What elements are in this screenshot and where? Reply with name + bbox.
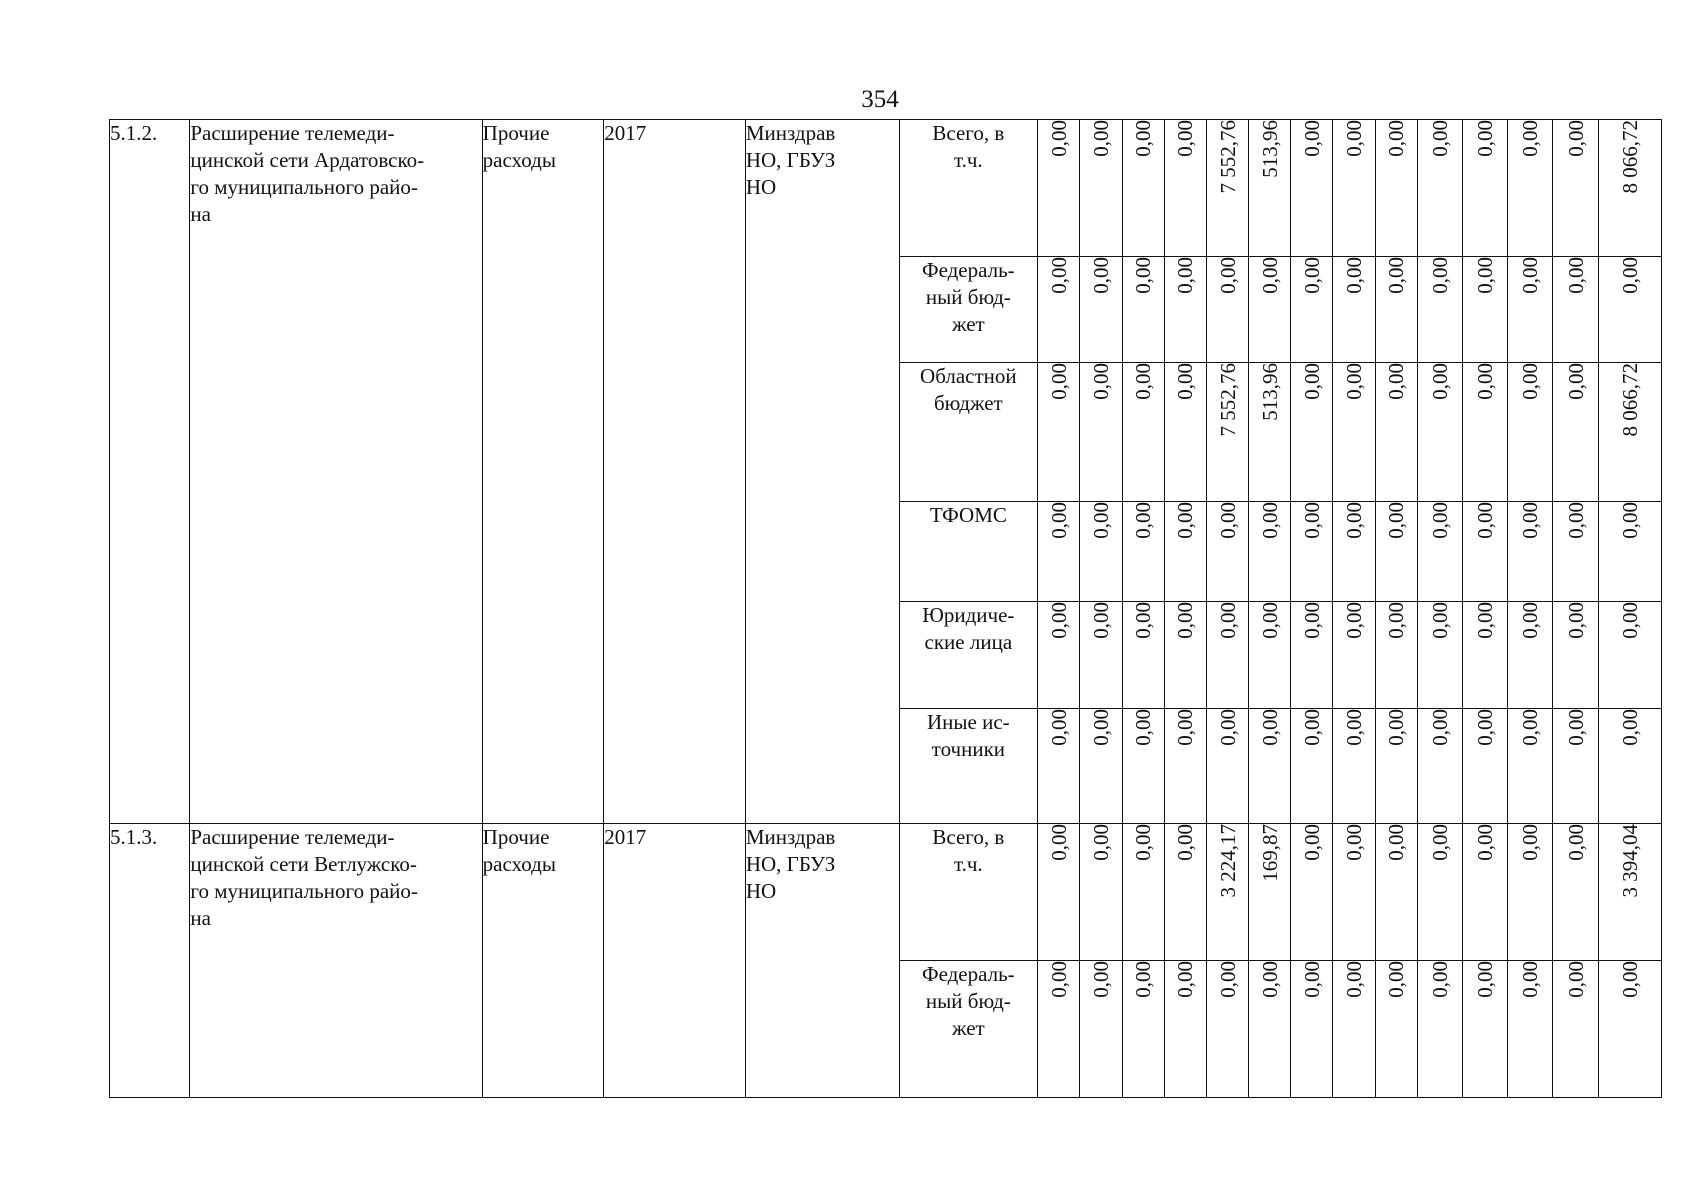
text-line: НО xyxy=(745,879,777,903)
value-cell xyxy=(1206,961,1248,1098)
value-cell xyxy=(1553,502,1598,602)
value-text: 0,00 xyxy=(1299,709,1324,746)
text-line: Расширение телемеди- xyxy=(190,121,395,145)
value-text: 0,00 xyxy=(1473,257,1498,294)
value-cell xyxy=(1463,363,1508,502)
value-text: 0,00 xyxy=(1088,363,1113,400)
value-text: 0,00 xyxy=(1173,824,1198,861)
value-cell xyxy=(1206,363,1248,502)
value-text: 0,00 xyxy=(1088,602,1113,639)
value-text: 0,00 xyxy=(1473,961,1498,998)
value-text: 0,00 xyxy=(1257,502,1282,539)
text-line: НО, ГБУЗ xyxy=(745,148,836,172)
value-text: 7 552,76 xyxy=(1215,363,1240,437)
value-cell xyxy=(1038,709,1080,824)
value-text: 0,00 xyxy=(1617,602,1642,639)
value-cell xyxy=(1206,257,1248,363)
value-cell xyxy=(1122,824,1164,961)
text-line: т.ч. xyxy=(954,852,983,876)
funding-source xyxy=(899,961,1038,1098)
value-cell xyxy=(1164,120,1206,257)
value-cell xyxy=(1333,709,1375,824)
value-text: 0,00 xyxy=(1088,120,1113,157)
value-text: 0,00 xyxy=(1427,961,1452,998)
funding-source xyxy=(899,824,1038,961)
value-cell xyxy=(1038,502,1080,602)
value-cell xyxy=(1206,602,1248,709)
value-cell xyxy=(1553,120,1598,257)
value-cell xyxy=(1333,363,1375,502)
text-line: Минздрав xyxy=(745,121,836,145)
value-text: 0,00 xyxy=(1215,257,1240,294)
text-line: Прочие xyxy=(482,121,550,145)
value-text: 0,00 xyxy=(1215,502,1240,539)
value-text: 0,00 xyxy=(1384,363,1409,400)
value-text: 0,00 xyxy=(1215,961,1240,998)
value-cell xyxy=(1417,824,1462,961)
value-text: 0,00 xyxy=(1427,709,1452,746)
value-text: 0,00 xyxy=(1257,961,1282,998)
value-text: 0,00 xyxy=(1299,257,1324,294)
value-cell xyxy=(1508,602,1553,709)
funding-source xyxy=(899,709,1038,824)
value-text: 0,00 xyxy=(1563,824,1588,861)
value-cell xyxy=(1249,602,1291,709)
item-code: 5.1.2. xyxy=(110,120,190,824)
value-text: 0,00 xyxy=(1617,709,1642,746)
text-line: го муниципального райо- xyxy=(190,175,418,199)
value-text: 0,00 xyxy=(1518,363,1543,400)
value-cell xyxy=(1122,961,1164,1098)
value-text: 0,00 xyxy=(1088,709,1113,746)
text-line: Федераль- xyxy=(921,962,1015,986)
value-text: 0,00 xyxy=(1563,709,1588,746)
value-cell xyxy=(1598,961,1661,1098)
value-text: 0,00 xyxy=(1384,502,1409,539)
text-line: Областной xyxy=(920,364,1017,388)
value-cell xyxy=(1249,824,1291,961)
budget-table xyxy=(109,119,1662,1098)
value-text: 0,00 xyxy=(1342,824,1367,861)
year-cell: 2017 xyxy=(604,824,746,1098)
value-cell xyxy=(1598,120,1661,257)
value-cell xyxy=(1553,824,1598,961)
value-text: 0,00 xyxy=(1173,961,1198,998)
value-text: 0,00 xyxy=(1342,709,1367,746)
value-cell xyxy=(1038,120,1080,257)
value-cell xyxy=(1164,824,1206,961)
value-text: 0,00 xyxy=(1427,824,1452,861)
value-cell xyxy=(1291,961,1333,1098)
funding-source xyxy=(899,120,1038,257)
value-text: 0,00 xyxy=(1173,120,1198,157)
value-cell xyxy=(1508,502,1553,602)
text-line: бюджет xyxy=(933,391,1003,415)
value-text: 0,00 xyxy=(1046,257,1071,294)
value-text: 0,00 xyxy=(1215,709,1240,746)
value-cell xyxy=(1598,824,1661,961)
value-text: 169,87 xyxy=(1257,824,1282,882)
value-text: 0,00 xyxy=(1046,961,1071,998)
value-text: 0,00 xyxy=(1473,120,1498,157)
value-text: 0,00 xyxy=(1131,363,1156,400)
value-cell xyxy=(1080,602,1122,709)
value-text: 0,00 xyxy=(1173,602,1198,639)
value-text: 0,00 xyxy=(1384,709,1409,746)
value-text: 0,00 xyxy=(1473,709,1498,746)
value-text: 0,00 xyxy=(1427,363,1452,400)
value-cell xyxy=(1164,602,1206,709)
value-text: 0,00 xyxy=(1088,502,1113,539)
value-text: 0,00 xyxy=(1131,602,1156,639)
value-text: 3 394,04 xyxy=(1617,824,1642,898)
value-text: 0,00 xyxy=(1173,257,1198,294)
value-text: 0,00 xyxy=(1046,502,1071,539)
value-cell xyxy=(1249,257,1291,363)
value-cell xyxy=(1080,363,1122,502)
value-text: 0,00 xyxy=(1131,502,1156,539)
value-cell xyxy=(1417,502,1462,602)
item-name xyxy=(190,824,482,1098)
text-line: на xyxy=(190,906,211,930)
value-text: 0,00 xyxy=(1131,257,1156,294)
value-text: 0,00 xyxy=(1342,502,1367,539)
value-cell xyxy=(1080,709,1122,824)
value-cell xyxy=(1333,120,1375,257)
value-text: 8 066,72 xyxy=(1617,120,1642,194)
value-cell xyxy=(1249,363,1291,502)
text-line: Минздрав xyxy=(745,825,836,849)
value-text: 0,00 xyxy=(1299,602,1324,639)
value-cell xyxy=(1206,120,1248,257)
value-cell xyxy=(1291,257,1333,363)
value-cell xyxy=(1122,709,1164,824)
value-text: 0,00 xyxy=(1617,961,1642,998)
value-text: 0,00 xyxy=(1473,602,1498,639)
value-cell xyxy=(1375,602,1417,709)
text-line: Федераль- xyxy=(921,258,1015,282)
value-cell xyxy=(1375,502,1417,602)
value-text: 0,00 xyxy=(1384,120,1409,157)
value-cell xyxy=(1463,709,1508,824)
text-line: на xyxy=(190,202,211,226)
value-text: 0,00 xyxy=(1563,257,1588,294)
value-text: 0,00 xyxy=(1173,709,1198,746)
value-cell xyxy=(1333,824,1375,961)
text-line: Всего, в xyxy=(932,825,1005,849)
value-cell xyxy=(1553,961,1598,1098)
value-text: 0,00 xyxy=(1131,120,1156,157)
text-line: ный бюд- xyxy=(925,285,1011,309)
value-text: 3 224,17 xyxy=(1215,824,1240,898)
value-text: 0,00 xyxy=(1518,709,1543,746)
funding-source xyxy=(899,602,1038,709)
text-line: Прочие xyxy=(482,825,550,849)
value-text: 0,00 xyxy=(1518,824,1543,861)
value-text: 0,00 xyxy=(1131,961,1156,998)
value-cell xyxy=(1375,709,1417,824)
value-cell xyxy=(1598,502,1661,602)
value-text: 0,00 xyxy=(1046,824,1071,861)
value-cell xyxy=(1206,709,1248,824)
value-text: 0,00 xyxy=(1563,120,1588,157)
value-cell xyxy=(1375,363,1417,502)
value-cell xyxy=(1122,257,1164,363)
value-cell xyxy=(1080,257,1122,363)
value-cell xyxy=(1122,602,1164,709)
value-cell xyxy=(1080,120,1122,257)
value-cell xyxy=(1249,502,1291,602)
value-cell xyxy=(1038,824,1080,961)
value-cell xyxy=(1553,363,1598,502)
value-cell xyxy=(1333,502,1375,602)
value-text: 0,00 xyxy=(1088,961,1113,998)
text-line: ские лица xyxy=(924,630,1013,654)
value-cell xyxy=(1463,257,1508,363)
value-text: 0,00 xyxy=(1518,502,1543,539)
value-text: 0,00 xyxy=(1299,961,1324,998)
value-cell xyxy=(1206,502,1248,602)
value-cell xyxy=(1463,602,1508,709)
value-text: 513,96 xyxy=(1257,120,1282,178)
value-text: 0,00 xyxy=(1518,961,1543,998)
year-cell: 2017 xyxy=(604,120,746,824)
value-text: 0,00 xyxy=(1384,961,1409,998)
page-number: 354 xyxy=(861,86,899,113)
value-cell xyxy=(1038,257,1080,363)
executor xyxy=(745,824,899,1098)
value-text: 0,00 xyxy=(1563,602,1588,639)
text-line: го муниципального райо- xyxy=(190,879,418,903)
text-line: расходы xyxy=(482,852,556,876)
text-line: Иные ис- xyxy=(927,710,1010,734)
value-text: 0,00 xyxy=(1299,502,1324,539)
value-cell xyxy=(1122,363,1164,502)
value-cell xyxy=(1417,363,1462,502)
value-cell xyxy=(1508,709,1553,824)
text-line: т.ч. xyxy=(954,148,983,172)
value-text: 0,00 xyxy=(1131,709,1156,746)
value-cell xyxy=(1375,257,1417,363)
expense-kind xyxy=(482,824,604,1098)
value-text: 0,00 xyxy=(1427,120,1452,157)
value-cell xyxy=(1333,257,1375,363)
value-cell xyxy=(1417,709,1462,824)
value-text: 0,00 xyxy=(1518,257,1543,294)
value-cell xyxy=(1333,602,1375,709)
value-cell xyxy=(1463,502,1508,602)
value-cell xyxy=(1375,120,1417,257)
table-body xyxy=(110,120,1662,1098)
value-cell xyxy=(1553,709,1598,824)
value-text: 0,00 xyxy=(1518,602,1543,639)
value-text: 0,00 xyxy=(1563,363,1588,400)
value-cell xyxy=(1508,257,1553,363)
value-text: 0,00 xyxy=(1518,120,1543,157)
value-cell xyxy=(1291,502,1333,602)
value-text: 0,00 xyxy=(1257,257,1282,294)
value-cell xyxy=(1463,824,1508,961)
value-cell xyxy=(1249,709,1291,824)
value-cell xyxy=(1375,961,1417,1098)
text-line: жет xyxy=(951,1016,985,1040)
value-cell xyxy=(1080,502,1122,602)
value-cell xyxy=(1417,257,1462,363)
value-text: 0,00 xyxy=(1299,120,1324,157)
value-cell xyxy=(1164,961,1206,1098)
value-cell xyxy=(1417,120,1462,257)
value-cell xyxy=(1249,120,1291,257)
text-line: ТФОМС xyxy=(929,503,1007,527)
text-line: НО xyxy=(745,175,777,199)
value-text: 0,00 xyxy=(1617,502,1642,539)
value-cell xyxy=(1508,363,1553,502)
text-line: цинской сети Ветлужско- xyxy=(190,852,417,876)
text-line: цинской сети Ардатовско- xyxy=(190,148,425,172)
text-line: точники xyxy=(931,737,1006,761)
value-cell xyxy=(1164,502,1206,602)
value-cell xyxy=(1249,961,1291,1098)
value-text: 0,00 xyxy=(1215,602,1240,639)
value-text: 0,00 xyxy=(1046,602,1071,639)
value-cell xyxy=(1553,602,1598,709)
value-text: 0,00 xyxy=(1342,257,1367,294)
value-text: 0,00 xyxy=(1617,257,1642,294)
value-cell xyxy=(1333,961,1375,1098)
value-cell xyxy=(1508,961,1553,1098)
value-text: 0,00 xyxy=(1473,824,1498,861)
text-line: жет xyxy=(951,312,985,336)
value-cell xyxy=(1598,709,1661,824)
value-cell xyxy=(1122,120,1164,257)
value-text: 0,00 xyxy=(1384,257,1409,294)
text-line: Расширение телемеди- xyxy=(190,825,395,849)
value-text: 0,00 xyxy=(1257,602,1282,639)
value-cell xyxy=(1291,363,1333,502)
funding-source xyxy=(899,502,1038,602)
value-text: 513,96 xyxy=(1257,363,1282,421)
value-cell xyxy=(1417,602,1462,709)
value-text: 0,00 xyxy=(1257,709,1282,746)
value-text: 0,00 xyxy=(1046,709,1071,746)
text-line: ный бюд- xyxy=(925,989,1011,1013)
value-text: 0,00 xyxy=(1563,502,1588,539)
value-cell xyxy=(1080,961,1122,1098)
value-text: 7 552,76 xyxy=(1215,120,1240,194)
value-text: 0,00 xyxy=(1384,824,1409,861)
value-cell xyxy=(1598,602,1661,709)
value-cell xyxy=(1598,363,1661,502)
value-text: 0,00 xyxy=(1342,120,1367,157)
value-text: 0,00 xyxy=(1473,502,1498,539)
value-cell xyxy=(1291,602,1333,709)
value-text: 0,00 xyxy=(1427,257,1452,294)
text-line: расходы xyxy=(482,148,556,172)
value-text: 0,00 xyxy=(1173,502,1198,539)
value-text: 8 066,72 xyxy=(1617,363,1642,437)
value-text: 0,00 xyxy=(1563,961,1588,998)
table-row xyxy=(110,120,1662,257)
value-cell xyxy=(1164,709,1206,824)
expense-kind xyxy=(482,120,604,824)
value-text: 0,00 xyxy=(1427,502,1452,539)
value-text: 0,00 xyxy=(1173,363,1198,400)
value-text: 0,00 xyxy=(1131,824,1156,861)
value-text: 0,00 xyxy=(1088,824,1113,861)
value-cell xyxy=(1508,120,1553,257)
value-text: 0,00 xyxy=(1342,602,1367,639)
value-text: 0,00 xyxy=(1473,363,1498,400)
executor xyxy=(745,120,899,824)
value-cell xyxy=(1038,363,1080,502)
value-cell xyxy=(1598,257,1661,363)
value-cell xyxy=(1463,961,1508,1098)
value-cell xyxy=(1164,257,1206,363)
value-cell xyxy=(1375,824,1417,961)
value-cell xyxy=(1291,824,1333,961)
value-cell xyxy=(1038,602,1080,709)
value-cell xyxy=(1291,709,1333,824)
value-text: 0,00 xyxy=(1384,602,1409,639)
value-cell xyxy=(1508,824,1553,961)
value-cell xyxy=(1122,502,1164,602)
value-cell xyxy=(1206,824,1248,961)
table-row xyxy=(110,824,1662,961)
value-cell xyxy=(1164,363,1206,502)
value-cell xyxy=(1080,824,1122,961)
text-line: Всего, в xyxy=(932,121,1005,145)
value-cell xyxy=(1038,961,1080,1098)
funding-source xyxy=(899,363,1038,502)
value-text: 0,00 xyxy=(1046,363,1071,400)
value-cell xyxy=(1463,120,1508,257)
value-text: 0,00 xyxy=(1342,363,1367,400)
value-text: 0,00 xyxy=(1427,602,1452,639)
item-name xyxy=(190,120,482,824)
text-line: Юридиче- xyxy=(922,603,1015,627)
value-text: 0,00 xyxy=(1299,363,1324,400)
funding-source xyxy=(899,257,1038,363)
item-code: 5.1.3. xyxy=(110,824,190,1098)
value-cell xyxy=(1553,257,1598,363)
value-text: 0,00 xyxy=(1299,824,1324,861)
value-cell xyxy=(1291,120,1333,257)
value-text: 0,00 xyxy=(1088,257,1113,294)
value-text: 0,00 xyxy=(1342,961,1367,998)
value-text: 0,00 xyxy=(1046,120,1071,157)
text-line: НО, ГБУЗ xyxy=(745,852,836,876)
value-cell xyxy=(1417,961,1462,1098)
